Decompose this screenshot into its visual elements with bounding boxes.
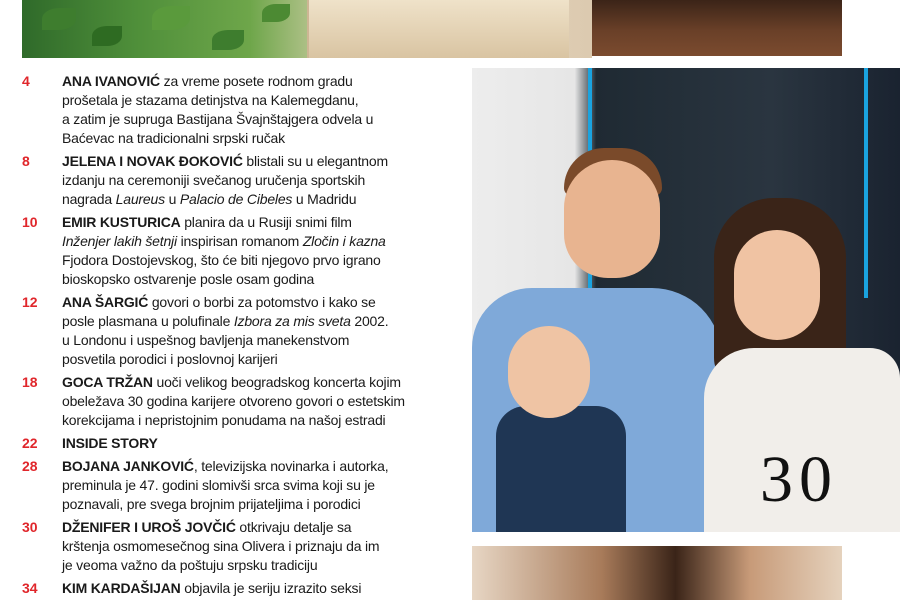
toc-text-run: u bbox=[164, 191, 180, 207]
toc-text-run: posvetila porodici i poslovnoj karijeri bbox=[62, 351, 278, 367]
toc-page-number: 8 bbox=[22, 153, 30, 169]
toc-text-run: Zločin i kazna bbox=[302, 233, 386, 249]
toc-description bbox=[62, 434, 452, 453]
toc-line bbox=[62, 129, 452, 148]
toc-text-run: uoči velikog beogradskog koncerta kojim bbox=[152, 374, 401, 390]
top-photo-soil bbox=[592, 0, 842, 56]
toc-text-run: Izbora za mis sveta bbox=[233, 313, 351, 329]
toc-line bbox=[62, 91, 452, 110]
toc-description bbox=[62, 72, 452, 148]
toc-line bbox=[62, 331, 452, 350]
toc-description bbox=[62, 579, 452, 598]
toc-line bbox=[62, 350, 452, 369]
toc-text-run: preminula je 47. godini slomivši srca svima koji su je bbox=[62, 477, 375, 493]
toc-entry bbox=[22, 579, 452, 598]
toc-page-number: 10 bbox=[22, 214, 38, 230]
toc-text-run: obeležava 30 godina karijere otvoreno govori o estetskim bbox=[62, 393, 405, 409]
bottom-photo-portrait bbox=[472, 546, 842, 600]
toc-entry bbox=[22, 457, 452, 514]
toc-headline: ANA ŠARGIĆ bbox=[62, 294, 149, 310]
toc-text-run: bioskopsko ostvarenje posle osam godina bbox=[62, 271, 315, 287]
toc-headline: EMIR KUSTURICA bbox=[62, 214, 181, 230]
toc-headline: KIM KARDAŠIJAN bbox=[62, 580, 181, 596]
toc-line bbox=[62, 270, 452, 289]
toc-description bbox=[62, 152, 452, 209]
toc-text-run: inspirisan romanom bbox=[176, 233, 303, 249]
toc-line bbox=[62, 152, 452, 171]
toc-text-run: poznavali, pre svega brojnim prijateljima i porodici bbox=[62, 496, 361, 512]
family-photo bbox=[472, 68, 900, 532]
toc-line bbox=[62, 72, 452, 91]
toc-line bbox=[62, 373, 452, 392]
toc-description bbox=[62, 213, 452, 289]
toc-line bbox=[62, 251, 452, 270]
toc-description bbox=[62, 293, 452, 369]
toc-entry bbox=[22, 373, 452, 430]
toc-description bbox=[62, 373, 452, 430]
toc-line bbox=[62, 411, 452, 430]
toc-entry bbox=[22, 518, 452, 575]
toc-page-number: 18 bbox=[22, 374, 38, 390]
toc-headline: GOCA TRŽAN bbox=[62, 374, 153, 390]
toc-text-run: Inženjer lakih šetnji bbox=[62, 233, 177, 249]
toc-text-run: posle plasmana u polufinale bbox=[62, 313, 234, 329]
toc-page-number: 30 bbox=[22, 519, 38, 535]
toc-line bbox=[62, 232, 452, 251]
toc-description bbox=[62, 518, 452, 575]
toc-headline: BOJANA JANKOVIĆ bbox=[62, 458, 194, 474]
toc-text-run: izdanju na ceremoniji svečanog uručenja sportskih bbox=[62, 172, 366, 188]
toc-headline: DŽENIFER I UROŠ JOVČIĆ bbox=[62, 519, 236, 535]
toc-line bbox=[62, 312, 452, 331]
page-number: 30 bbox=[760, 443, 838, 516]
toc-text-run: 2002. bbox=[350, 313, 389, 329]
toc-text-run: otkrivaju detalje sa bbox=[235, 519, 352, 535]
baby-face bbox=[508, 326, 590, 418]
toc-line bbox=[62, 110, 452, 129]
toc-entry bbox=[22, 293, 452, 369]
toc-headline: ANA IVANOVIĆ bbox=[62, 73, 160, 89]
toc-text-run: Fjodora Dostojevskog, što će biti njegovo prvo igrano bbox=[62, 252, 381, 268]
table-of-contents bbox=[22, 72, 452, 602]
toc-headline: INSIDE STORY bbox=[62, 435, 158, 451]
toc-text-run: planira da u Rusiji snimi film bbox=[180, 214, 352, 230]
toc-text-run: a zatim je supruga Bastijana Švajnštajgera odvela u bbox=[62, 111, 374, 127]
toc-text-run: krštenja osmomesečnog sina Olivera i priznaju da im bbox=[62, 538, 380, 554]
toc-page-number: 28 bbox=[22, 458, 38, 474]
toc-entry bbox=[22, 434, 452, 453]
toc-text-run: za vreme posete rodnom gradu bbox=[159, 73, 353, 89]
man-face bbox=[564, 160, 660, 278]
toc-entry bbox=[22, 213, 452, 289]
toc-text-run: Palacio de Cibeles bbox=[179, 191, 293, 207]
toc-line bbox=[62, 518, 452, 537]
toc-text-run: u Londonu i uspešnog bavljenja manekenstvom bbox=[62, 332, 350, 348]
toc-line bbox=[62, 537, 452, 556]
toc-text-run: govori o borbi za potomstvo i kako se bbox=[148, 294, 376, 310]
toc-text-run: je veoma važno da poštuju srpsku tradiciju bbox=[62, 557, 318, 573]
toc-page-number: 34 bbox=[22, 580, 38, 596]
top-photo-person bbox=[307, 0, 569, 58]
toc-page-number: 12 bbox=[22, 294, 38, 310]
toc-text-run: Baćevac na tradicionalni srpski ručak bbox=[62, 130, 285, 146]
toc-headline: JELENA I NOVAK ĐOKOVIĆ bbox=[62, 153, 243, 169]
toc-line bbox=[62, 171, 452, 190]
top-photo-greenery bbox=[22, 0, 592, 58]
toc-line bbox=[62, 434, 452, 453]
woman-face bbox=[734, 230, 820, 340]
toc-entry bbox=[22, 72, 452, 148]
toc-line bbox=[62, 579, 452, 598]
toc-text-run: , televizijska novinarka i autorka, bbox=[193, 458, 389, 474]
toc-description bbox=[62, 457, 452, 514]
toc-text-run: prošetala je stazama detinjstva na Kalemegdanu, bbox=[62, 92, 359, 108]
toc-line bbox=[62, 476, 452, 495]
toc-line bbox=[62, 556, 452, 575]
toc-line bbox=[62, 213, 452, 232]
toc-text-run: nagrada bbox=[62, 191, 116, 207]
toc-text-run: objavila je seriju izrazito seksi bbox=[180, 580, 362, 596]
baby-figure bbox=[496, 406, 626, 532]
toc-page-number: 4 bbox=[22, 73, 30, 89]
toc-page-number: 22 bbox=[22, 435, 38, 451]
toc-text-run: blistali su u elegantnom bbox=[242, 153, 388, 169]
toc-line bbox=[62, 392, 452, 411]
toc-line bbox=[62, 293, 452, 312]
toc-text-run: Laureus bbox=[115, 191, 165, 207]
toc-entry bbox=[22, 152, 452, 209]
toc-line bbox=[62, 190, 452, 209]
toc-line bbox=[62, 495, 452, 514]
toc-line bbox=[62, 457, 452, 476]
toc-text-run: korekcijama i nepristojnim ponudama na našoj estradi bbox=[62, 412, 386, 428]
toc-text-run: u Madridu bbox=[292, 191, 357, 207]
